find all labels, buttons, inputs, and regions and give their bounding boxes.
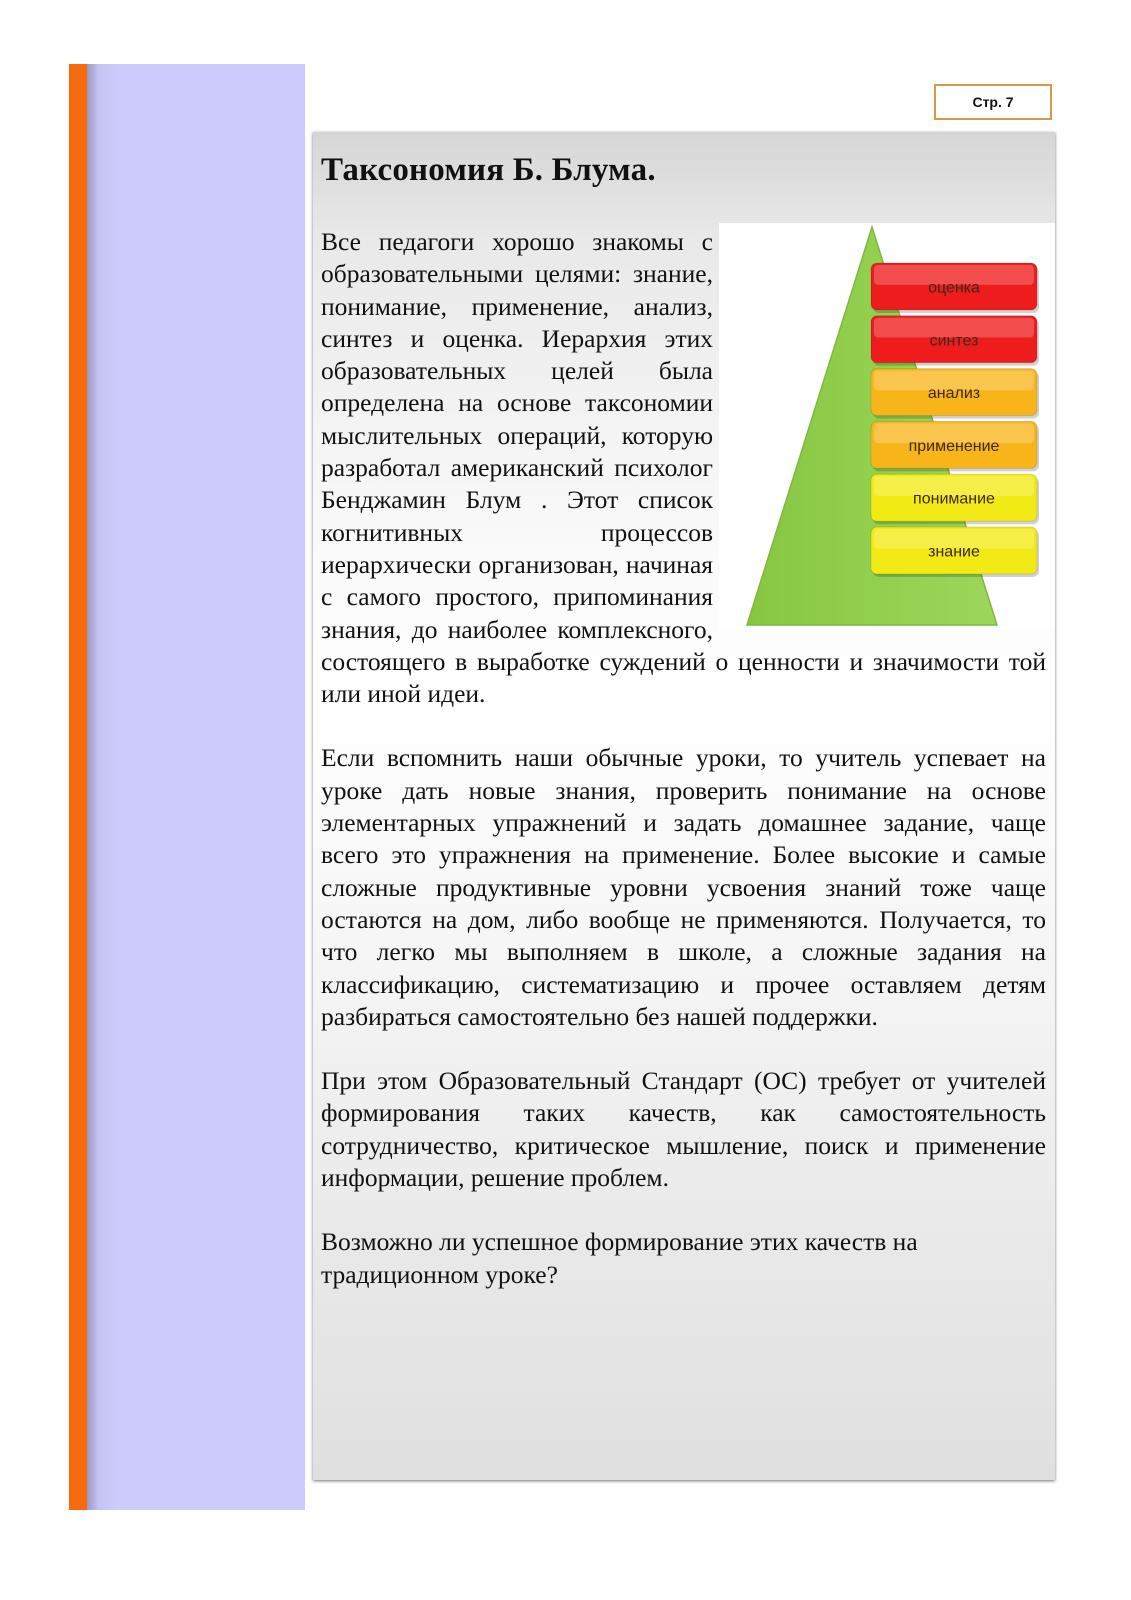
pyramid-level-5	[871, 527, 1039, 577]
bloom-pyramid-graphic	[719, 223, 1055, 631]
paragraph-1: Все педагоги хорошо знакомы с образовательными целями: знание, понимание, применение, анализ, синтез и оценка. Иерархия этих образовательных целей была определена на основе таксономии мыслительных операций, которую разработал американский психолог Бенджамин Блум . Этот список когнитивных процессов иерархически организован, начиная с самого простого, припоминания знания, до наиболее комплексного, состоящего в выработке суждений о ценности и значимости той или иной идеи.	[321, 227, 1046, 709]
pyramid-level-label: синтез	[929, 332, 979, 350]
pyramid-level-2	[871, 369, 1039, 419]
pyramid-level-label: понимание	[913, 490, 995, 508]
paragraph-2: Если вспомнить наши обычные уроки, то учитель успевает на уроке дать новые знания, проверить понимание на основе элементарных упражнений и задать домашнее задание, чаще всего это упражнения на применение. Более высокие и самые сложные продуктивные уровни усвоения знаний тоже чаще остаются на дом, либо вообще не применяются. Получается, то что легко мы выполняем в школе, а сложные задания на классификацию, систематизацию и прочее оставляем детям разбираться самостоятельно без нашей поддержки.	[321, 743, 1046, 1031]
paragraph-3: При этом Образовательный Стандарт (ОС) требует от учителей формирования таких качеств, как самостоятельность сотрудничество, критическое мышление, поиск и применение информации, решение проблем.	[321, 1066, 1046, 1193]
article-title: Таксономия Б. Блума.	[321, 152, 656, 188]
left-lavender-band	[87, 64, 305, 1510]
pyramid-level-label: анализ	[927, 385, 981, 403]
article-box	[313, 132, 1055, 1480]
pyramid-level-3	[871, 421, 1039, 471]
bloom-pyramid-figure	[719, 223, 1055, 631]
left-orange-stripe	[69, 64, 87, 1510]
pyramid-level-4	[871, 474, 1039, 524]
page-number-badge: Стр. 7	[934, 84, 1052, 120]
pyramid-level-0	[871, 263, 1039, 313]
pyramid-level-1	[871, 316, 1039, 366]
pyramid-level-label: знание	[928, 543, 980, 561]
pyramid-level-label: оценка	[928, 279, 980, 297]
pyramid-level-label: применение	[908, 437, 1000, 455]
paragraph-4: Возможно ли успешное формирование этих качеств на традиционном уроке?	[321, 1227, 918, 1289]
